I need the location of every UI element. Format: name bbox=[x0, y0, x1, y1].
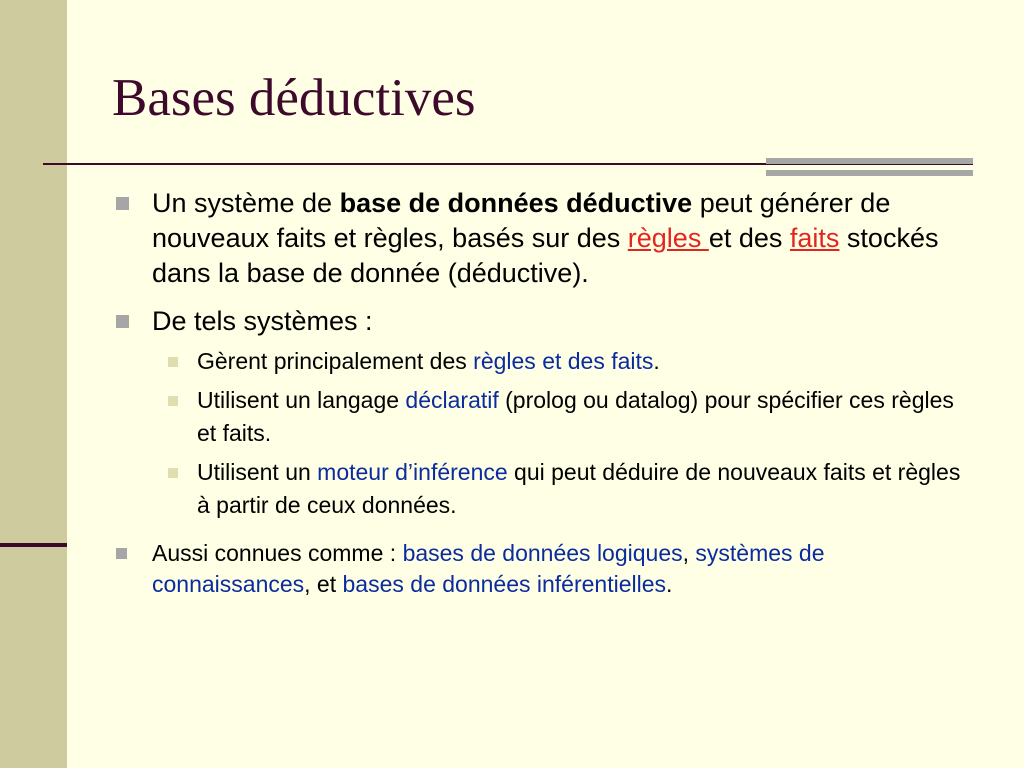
sub-bullet-text: Utilisent un bbox=[197, 459, 318, 485]
title-underline-accent-bottom bbox=[766, 170, 973, 176]
bullet-text: peut générer de nouveaux faits et règles, basés sur des bbox=[152, 188, 891, 253]
bullet-text: et des bbox=[708, 223, 790, 253]
highlight-term: règles et des faits bbox=[473, 348, 654, 374]
sub-bullet-text: (prolog ou datalog) pour spécifier ces règles et faits. bbox=[197, 387, 954, 446]
side-bar bbox=[0, 0, 67, 768]
square-bullet-icon bbox=[116, 315, 129, 328]
bullet-text: stockés dans la base de donnée (déductive). bbox=[152, 223, 939, 288]
slide-content bbox=[110, 186, 970, 613]
link-regles[interactable]: règles bbox=[627, 223, 709, 253]
bullet-text: De tels systèmes : bbox=[152, 306, 373, 336]
sub-bullet-inference-engine bbox=[110, 456, 970, 522]
highlight-term: moteur d’inférence bbox=[317, 459, 508, 485]
sub-bullet-text: Gèrent principalement des bbox=[197, 348, 474, 374]
slide-title: Bases déductives bbox=[112, 69, 476, 127]
bold-term: base de données déductive bbox=[339, 188, 693, 218]
sub-bullet-text: . bbox=[653, 348, 660, 374]
title-underline-accent-top bbox=[766, 158, 973, 164]
sub-bullet-text: qui peut déduire de nouveaux faits et règles à partir de ceux données. bbox=[197, 459, 961, 518]
bullet-text: , et bbox=[304, 571, 343, 597]
sub-bullet-rules-facts bbox=[110, 345, 970, 378]
bullet-text: . bbox=[666, 571, 673, 597]
sub-bullet-declarative bbox=[110, 384, 970, 450]
bullet-such-systems bbox=[110, 304, 970, 339]
bullet-deductive-system bbox=[110, 186, 970, 291]
highlight-term: systèmes de connaissances bbox=[152, 540, 825, 597]
highlight-term: déclaratif bbox=[405, 387, 499, 413]
square-bullet-icon bbox=[116, 548, 127, 559]
link-faits[interactable]: faits bbox=[789, 223, 840, 253]
square-bullet-icon bbox=[168, 468, 178, 478]
highlight-term: bases de données logiques bbox=[402, 540, 683, 566]
bullet-text: Aussi connues comme : bbox=[152, 540, 403, 566]
square-bullet-icon bbox=[116, 197, 129, 210]
bullet-also-known-as bbox=[110, 538, 970, 600]
sub-bullet-text: Utilisent un langage bbox=[197, 387, 406, 413]
highlight-term: bases de données inférentielles bbox=[342, 571, 667, 597]
square-bullet-icon bbox=[168, 396, 178, 406]
square-bullet-icon bbox=[168, 357, 178, 367]
bullet-text: Un système de bbox=[152, 188, 340, 218]
bullet-text: , bbox=[682, 540, 696, 566]
side-bar-divider bbox=[0, 543, 67, 547]
